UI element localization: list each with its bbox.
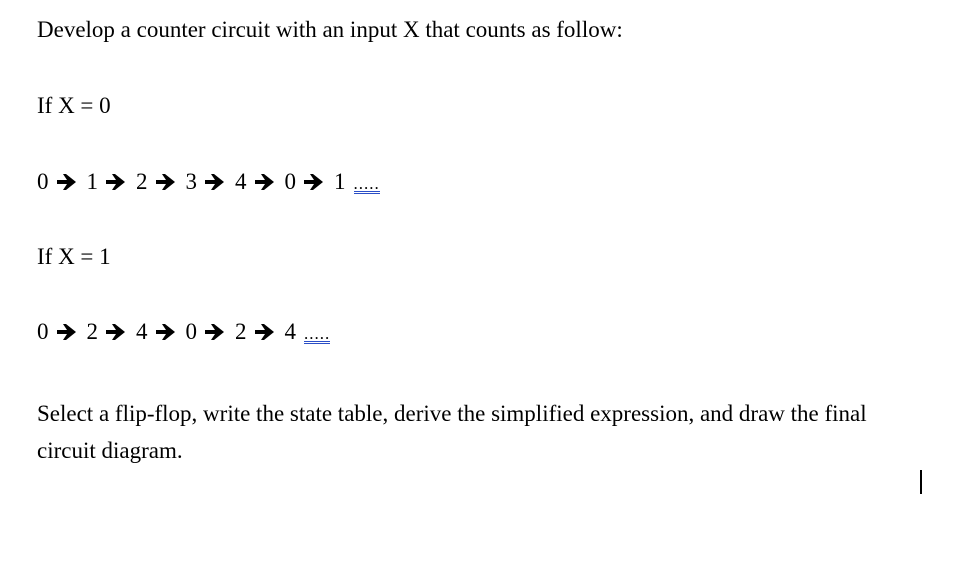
- sequence-number: 0: [284, 169, 296, 194]
- right-arrow-icon: [254, 172, 276, 192]
- sequence-number: 1: [334, 169, 346, 194]
- sequence-number: 1: [86, 169, 98, 194]
- ellipsis-link: .....: [304, 323, 331, 343]
- intro-paragraph: Develop a counter circuit with an input X that counts as follow:: [37, 17, 623, 42]
- right-arrow-icon: [56, 322, 78, 342]
- text-cursor: [920, 470, 922, 494]
- ellipsis-link: .....: [353, 173, 380, 193]
- sequence-x0: [37, 168, 380, 196]
- right-arrow-icon: [56, 172, 78, 192]
- right-arrow-icon: [155, 322, 177, 342]
- sequence-number: 2: [86, 319, 98, 344]
- sequence-number: 0: [37, 319, 49, 344]
- sequence-number: 2: [136, 169, 148, 194]
- right-arrow-icon: [204, 322, 226, 342]
- sequence-x1: [37, 318, 330, 346]
- right-arrow-icon: [204, 172, 226, 192]
- sequence-number: 2: [235, 319, 247, 344]
- sequence-number: 4: [136, 319, 148, 344]
- right-arrow-icon: [254, 322, 276, 342]
- sequence-number: 3: [185, 169, 197, 194]
- right-arrow-icon: [155, 172, 177, 192]
- right-arrow-icon: [105, 172, 127, 192]
- sequence-number: 4: [235, 169, 247, 194]
- condition-x1: If X = 1: [37, 244, 111, 269]
- right-arrow-icon: [303, 172, 325, 192]
- instruction-paragraph: Select a flip-flop, write the state table, derive the simplified expression, and draw the final circuit diagram.: [37, 401, 867, 463]
- sequence-number: 0: [185, 319, 197, 344]
- sequence-number: 4: [284, 319, 296, 344]
- sequence-number: 0: [37, 169, 49, 194]
- condition-x0: If X = 0: [37, 93, 111, 118]
- right-arrow-icon: [105, 322, 127, 342]
